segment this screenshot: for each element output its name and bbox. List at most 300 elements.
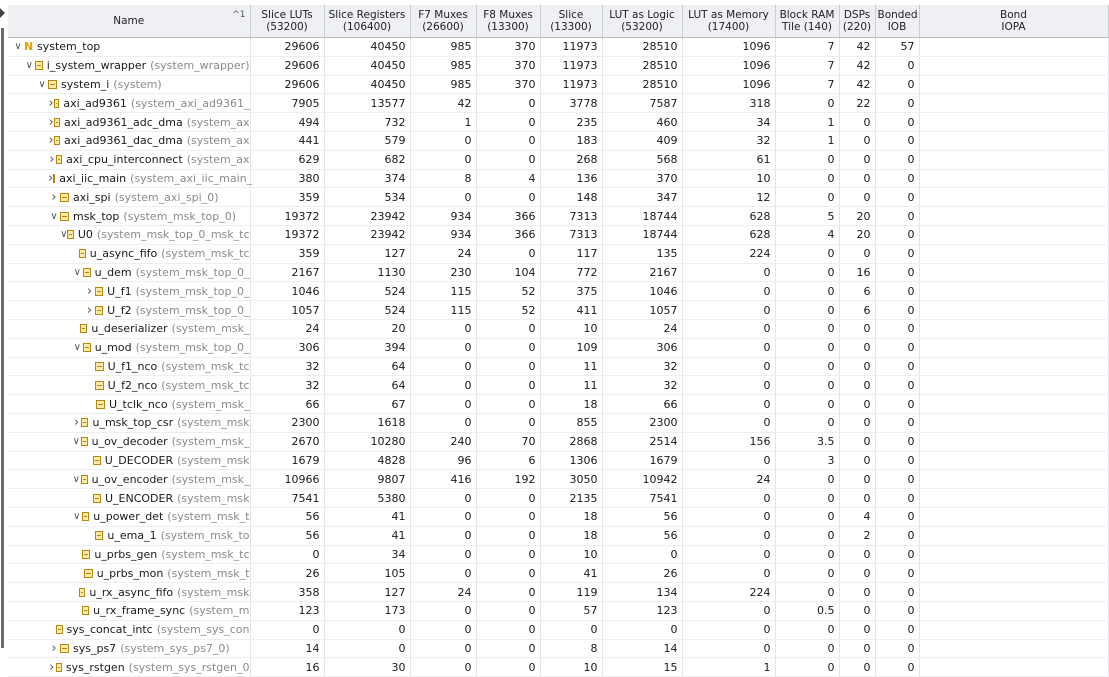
table-row[interactable] xyxy=(8,225,1108,244)
value-cell-1: 29606 xyxy=(250,38,324,57)
instance-name: u_async_fifo xyxy=(89,247,158,261)
collapse-chevron-icon[interactable]: ∨ xyxy=(72,436,80,448)
module-name: (system_msk_top_0_msk_tc xyxy=(96,228,250,242)
collapse-chevron-icon[interactable]: ∨ xyxy=(73,266,81,278)
expand-chevron-icon[interactable]: › xyxy=(86,302,93,318)
value-cell-3: 240 xyxy=(410,432,476,451)
value-cell-5: 268 xyxy=(540,150,602,169)
expand-chevron-icon[interactable]: › xyxy=(73,415,80,431)
value-cell-9: 0 xyxy=(839,432,875,451)
value-cell-4: 0 xyxy=(476,526,540,545)
value-cell-2: 20 xyxy=(324,319,410,338)
sort-ascending-icon[interactable]: ^1 xyxy=(232,10,246,20)
value-cell-9: 0 xyxy=(839,113,875,132)
value-cell-4: 0 xyxy=(476,639,540,658)
hierarchical-cell-icon xyxy=(95,531,103,540)
value-cell-7: 0 xyxy=(682,620,775,639)
value-cell-1: 1679 xyxy=(250,451,324,470)
module-name: (system_wrapper) xyxy=(150,59,250,73)
value-cell-11 xyxy=(919,188,1108,207)
table-row[interactable] xyxy=(8,376,1108,395)
table-row[interactable] xyxy=(8,244,1108,263)
value-cell-3: 0 xyxy=(410,601,476,620)
value-cell-2: 10280 xyxy=(324,432,410,451)
value-cell-1: 7905 xyxy=(250,94,324,113)
value-cell-10: 0 xyxy=(875,526,919,545)
hierarchy-name-cell[interactable] xyxy=(8,564,250,583)
instance-name: system_i xyxy=(61,77,110,91)
value-cell-10: 0 xyxy=(875,319,919,338)
hierarchy-name-cell[interactable] xyxy=(8,489,250,508)
table-row[interactable] xyxy=(8,545,1108,564)
table-row[interactable] xyxy=(8,357,1108,376)
value-cell-1: 494 xyxy=(250,113,324,132)
value-cell-11 xyxy=(919,564,1108,583)
utilization-hierarchy-table xyxy=(8,5,1027,675)
value-cell-1: 380 xyxy=(250,169,324,188)
value-cell-8: 0 xyxy=(775,150,839,169)
value-cell-8: 1 xyxy=(775,131,839,150)
value-cell-10: 0 xyxy=(875,282,919,301)
instance-name: U_f1 xyxy=(107,284,132,298)
value-cell-1: 32 xyxy=(250,376,324,395)
value-cell-1: 29606 xyxy=(250,56,324,75)
value-cell-4: 0 xyxy=(476,601,540,620)
value-cell-10: 0 xyxy=(875,225,919,244)
hierarchy-name-cell[interactable] xyxy=(8,263,250,282)
hierarchy-name-cell[interactable] xyxy=(8,207,250,226)
value-cell-1: 56 xyxy=(250,526,324,545)
table-row[interactable] xyxy=(8,301,1108,320)
value-cell-3: 0 xyxy=(410,413,476,432)
value-cell-1: 359 xyxy=(250,188,324,207)
hierarchy-name-cell[interactable] xyxy=(8,470,250,489)
value-cell-6: 568 xyxy=(602,150,682,169)
column-header-10[interactable] xyxy=(875,5,919,38)
value-cell-5: 10 xyxy=(540,658,602,677)
value-cell-2: 127 xyxy=(324,583,410,602)
module-name: (system_msk xyxy=(177,491,250,505)
value-cell-4: 6 xyxy=(476,451,540,470)
value-cell-11 xyxy=(919,207,1108,226)
hierarchical-cell-icon xyxy=(82,606,90,615)
column-header-0[interactable] xyxy=(8,5,250,38)
value-cell-7: 0 xyxy=(682,357,775,376)
table-row[interactable] xyxy=(8,113,1108,132)
table-row[interactable] xyxy=(8,38,1108,57)
value-cell-7: 0 xyxy=(682,545,775,564)
table-row[interactable] xyxy=(8,169,1108,188)
hierarchy-name-cell[interactable] xyxy=(8,56,250,75)
collapse-chevron-icon[interactable]: ∨ xyxy=(72,473,80,485)
table-row[interactable] xyxy=(8,319,1108,338)
value-cell-6: 2300 xyxy=(602,413,682,432)
hierarchical-cell-icon xyxy=(96,400,105,409)
column-header-capacity: IOPA xyxy=(1001,21,1026,33)
hierarchy-name-cell[interactable] xyxy=(8,376,250,395)
table-row[interactable] xyxy=(8,131,1108,150)
value-cell-3: 0 xyxy=(410,376,476,395)
instance-name: u_deserializer xyxy=(91,322,168,336)
value-cell-8: 0 xyxy=(775,507,839,526)
instance-name: u_msk_top_csr xyxy=(92,416,174,430)
value-cell-1: 359 xyxy=(250,244,324,263)
module-name: (system_msk_top_0) xyxy=(123,209,237,223)
value-cell-10: 0 xyxy=(875,413,919,432)
hierarchical-cell-icon xyxy=(79,588,85,597)
value-cell-10: 0 xyxy=(875,601,919,620)
hierarchy-name-cell[interactable] xyxy=(8,282,250,301)
value-cell-3: 985 xyxy=(410,75,476,94)
value-cell-3: 985 xyxy=(410,56,476,75)
value-cell-6: 28510 xyxy=(602,38,682,57)
value-cell-2: 127 xyxy=(324,244,410,263)
expand-chevron-icon[interactable]: › xyxy=(48,133,54,149)
value-cell-4: 0 xyxy=(476,357,540,376)
value-cell-6: 1679 xyxy=(602,451,682,470)
value-cell-6: 409 xyxy=(602,131,682,150)
value-cell-4: 0 xyxy=(476,564,540,583)
value-cell-6: 2167 xyxy=(602,263,682,282)
module-name: (system_msk_ xyxy=(171,397,250,411)
value-cell-11 xyxy=(919,526,1108,545)
hierarchical-cell-icon xyxy=(95,287,103,296)
value-cell-9: 0 xyxy=(839,376,875,395)
expand-chevron-icon[interactable]: › xyxy=(48,170,54,186)
hierarchy-name-cell[interactable] xyxy=(8,225,250,244)
value-cell-6: 460 xyxy=(602,113,682,132)
value-cell-6: 14 xyxy=(602,639,682,658)
value-cell-9: 0 xyxy=(839,357,875,376)
instance-name: axi_ad9361 xyxy=(63,96,127,110)
hierarchy-name-cell[interactable] xyxy=(8,319,250,338)
table-row[interactable] xyxy=(8,526,1108,545)
column-header-label: Block RAM xyxy=(779,9,835,21)
table-row[interactable] xyxy=(8,207,1108,226)
module-name: (system_msk_tc xyxy=(161,359,250,373)
value-cell-7: 34 xyxy=(682,113,775,132)
column-header-label: F8 Muxes xyxy=(483,9,533,21)
hierarchy-name-cell[interactable] xyxy=(8,432,250,451)
hierarchy-name-cell[interactable] xyxy=(8,169,253,188)
value-cell-5: 11973 xyxy=(540,56,602,75)
value-cell-7: 0 xyxy=(682,526,775,545)
instance-name: u_rx_frame_sync xyxy=(93,604,186,618)
value-cell-8: 0 xyxy=(775,658,839,677)
value-cell-10: 0 xyxy=(875,94,919,113)
module-name: (system_axi_iic_main_ xyxy=(130,171,253,185)
value-cell-8: 0 xyxy=(775,357,839,376)
value-cell-8: 0 xyxy=(775,188,839,207)
module-name: (system_msk_tc xyxy=(161,378,250,392)
instance-name: u_prbs_mon xyxy=(96,566,164,580)
expand-chevron-icon[interactable]: › xyxy=(51,189,57,205)
value-cell-8: 0 xyxy=(775,545,839,564)
column-header-label: Bonded xyxy=(877,9,918,21)
value-cell-11 xyxy=(919,225,1108,244)
instance-name: msk_top xyxy=(73,209,120,223)
module-name: (system_msk_ xyxy=(171,435,250,449)
value-cell-5: 855 xyxy=(540,413,602,432)
table-row[interactable] xyxy=(8,395,1108,414)
value-cell-4: 366 xyxy=(476,225,540,244)
hierarchy-name-cell[interactable] xyxy=(8,601,250,620)
instance-name: u_dem xyxy=(94,265,132,279)
value-cell-8: 0 xyxy=(775,639,839,658)
value-cell-3: 0 xyxy=(410,545,476,564)
column-header-9[interactable] xyxy=(839,5,875,38)
table-row[interactable] xyxy=(8,338,1108,357)
value-cell-8: 3.5 xyxy=(775,432,839,451)
value-cell-1: 26 xyxy=(250,564,324,583)
hierarchy-name-cell[interactable] xyxy=(8,583,250,602)
value-cell-4: 0 xyxy=(476,319,540,338)
value-cell-5: 7313 xyxy=(540,225,602,244)
value-cell-11 xyxy=(919,432,1108,451)
table-row[interactable] xyxy=(8,75,1108,94)
value-cell-11 xyxy=(919,113,1108,132)
value-cell-8: 0 xyxy=(775,94,839,113)
hierarchy-name-cell[interactable] xyxy=(8,38,250,57)
value-cell-2: 40450 xyxy=(324,75,410,94)
expand-chevron-icon[interactable]: › xyxy=(49,152,55,168)
hierarchy-name-cell[interactable] xyxy=(8,545,250,564)
value-cell-5: 11973 xyxy=(540,38,602,57)
value-cell-11 xyxy=(919,169,1108,188)
table-row[interactable] xyxy=(8,507,1108,526)
value-cell-6: 18744 xyxy=(602,207,682,226)
value-cell-10: 0 xyxy=(875,263,919,282)
value-cell-6: 66 xyxy=(602,395,682,414)
value-cell-2: 13577 xyxy=(324,94,410,113)
value-cell-2: 5380 xyxy=(324,489,410,508)
hierarchy-name-cell[interactable] xyxy=(8,507,250,526)
value-cell-1: 56 xyxy=(250,507,324,526)
value-cell-1: 10966 xyxy=(250,470,324,489)
value-cell-8: 0 xyxy=(775,395,839,414)
column-header-8[interactable] xyxy=(775,5,839,38)
value-cell-9: 0 xyxy=(839,639,875,658)
value-cell-5: 10 xyxy=(540,319,602,338)
column-header-label: Slice LUTs xyxy=(261,9,313,21)
column-header-7[interactable] xyxy=(682,5,775,38)
value-cell-6: 32 xyxy=(602,376,682,395)
value-cell-4: 0 xyxy=(476,94,540,113)
column-header-1[interactable] xyxy=(250,5,324,38)
value-cell-4: 0 xyxy=(476,489,540,508)
value-cell-2: 67 xyxy=(324,395,410,414)
column-header-6[interactable] xyxy=(602,5,682,38)
hierarchy-name-cell[interactable] xyxy=(8,301,250,320)
value-cell-1: 19372 xyxy=(250,207,324,226)
collapse-chevron-icon[interactable]: ∨ xyxy=(50,210,58,222)
column-header-11[interactable] xyxy=(919,5,1108,38)
hierarchy-name-cell[interactable] xyxy=(8,526,250,545)
hierarchy-name-cell[interactable] xyxy=(8,131,250,150)
hierarchy-name-cell[interactable] xyxy=(8,188,250,207)
hierarchy-name-cell[interactable] xyxy=(8,620,250,639)
value-cell-2: 1130 xyxy=(324,263,410,282)
value-cell-11 xyxy=(919,263,1108,282)
instance-name: U_f1_nco xyxy=(107,359,158,373)
table-row[interactable] xyxy=(8,282,1108,301)
panel-arrow-icon[interactable] xyxy=(0,8,5,18)
hierarchy-name-cell[interactable] xyxy=(8,94,250,113)
value-cell-2: 682 xyxy=(324,150,410,169)
value-cell-2: 64 xyxy=(324,376,410,395)
value-cell-11 xyxy=(919,639,1108,658)
module-name: (system_ax xyxy=(186,134,250,148)
module-name: (system_msk_tc xyxy=(161,547,250,561)
value-cell-7: 0 xyxy=(682,564,775,583)
module-name: (system_msk_top_0_ xyxy=(135,284,250,298)
table-row[interactable] xyxy=(8,188,1108,207)
table-row[interactable] xyxy=(8,639,1108,658)
value-cell-3: 0 xyxy=(410,564,476,583)
value-cell-10: 0 xyxy=(875,507,919,526)
value-cell-4: 0 xyxy=(476,376,540,395)
table-row[interactable] xyxy=(8,470,1108,489)
table-row[interactable] xyxy=(8,451,1108,470)
hierarchy-name-cell[interactable] xyxy=(8,150,250,169)
vertical-scrollbar[interactable] xyxy=(1,28,4,648)
value-cell-4: 0 xyxy=(476,188,540,207)
value-cell-8: 0 xyxy=(775,413,839,432)
table-row[interactable] xyxy=(8,564,1108,583)
hierarchy-name-cell[interactable] xyxy=(8,395,250,414)
hierarchy-name-cell[interactable] xyxy=(8,451,250,470)
table-row[interactable] xyxy=(8,94,1108,113)
value-cell-9: 0 xyxy=(839,319,875,338)
hierarchical-cell-icon xyxy=(84,569,93,578)
value-cell-5: 41 xyxy=(540,564,602,583)
value-cell-6: 28510 xyxy=(602,56,682,75)
column-header-4[interactable] xyxy=(476,5,540,38)
expand-chevron-icon[interactable]: › xyxy=(48,95,54,111)
value-cell-2: 0 xyxy=(324,620,410,639)
table-row[interactable] xyxy=(8,601,1108,620)
table-row[interactable] xyxy=(8,56,1108,75)
value-cell-3: 0 xyxy=(410,395,476,414)
value-cell-6: 15 xyxy=(602,658,682,677)
value-cell-5: 411 xyxy=(540,301,602,320)
table-row[interactable] xyxy=(8,489,1108,508)
table-row[interactable] xyxy=(8,413,1108,432)
column-header-capacity: (53200) xyxy=(621,21,663,33)
value-cell-9: 0 xyxy=(839,244,875,263)
value-cell-6: 28510 xyxy=(602,75,682,94)
value-cell-11 xyxy=(919,282,1108,301)
collapse-chevron-icon[interactable]: ∨ xyxy=(25,60,33,72)
hierarchy-name-cell[interactable] xyxy=(8,658,250,677)
value-cell-10: 0 xyxy=(875,432,919,451)
hierarchy-name-cell[interactable] xyxy=(8,244,250,263)
value-cell-8: 0 xyxy=(775,244,839,263)
column-header-5[interactable] xyxy=(540,5,602,38)
hierarchical-cell-icon xyxy=(93,494,101,503)
hierarchy-name-cell[interactable] xyxy=(8,338,250,357)
column-header-capacity: (220) xyxy=(842,21,872,33)
collapse-chevron-icon[interactable]: ∨ xyxy=(73,511,81,523)
value-cell-4: 0 xyxy=(476,113,540,132)
value-cell-7: 0 xyxy=(682,489,775,508)
value-cell-10: 0 xyxy=(875,207,919,226)
value-cell-4: 0 xyxy=(476,150,540,169)
hierarchy-name-cell[interactable] xyxy=(8,357,250,376)
value-cell-3: 0 xyxy=(410,131,476,150)
value-cell-11 xyxy=(919,620,1108,639)
hierarchical-cell-icon xyxy=(79,249,85,258)
column-header-capacity: (13300) xyxy=(550,21,592,33)
column-header-label: Slice xyxy=(558,9,584,21)
value-cell-6: 56 xyxy=(602,526,682,545)
hierarchical-cell-icon xyxy=(93,456,100,465)
expand-chevron-icon[interactable]: › xyxy=(49,659,55,675)
expand-chevron-icon[interactable]: › xyxy=(51,640,57,656)
value-cell-4: 0 xyxy=(476,413,540,432)
hierarchical-cell-icon xyxy=(83,268,91,277)
module-name: (system_msk_top_0_ xyxy=(135,303,250,317)
hierarchical-cell-icon xyxy=(81,418,88,427)
value-cell-11 xyxy=(919,545,1108,564)
collapse-chevron-icon[interactable]: ∨ xyxy=(38,78,46,90)
value-cell-6: 370 xyxy=(602,169,682,188)
value-cell-2: 579 xyxy=(324,131,410,150)
column-header-3[interactable] xyxy=(410,5,476,38)
expand-chevron-icon[interactable]: › xyxy=(86,283,93,299)
value-cell-9: 2 xyxy=(839,526,875,545)
value-cell-5: 0 xyxy=(540,620,602,639)
table-row[interactable] xyxy=(8,263,1108,282)
column-header-2[interactable] xyxy=(324,5,410,38)
value-cell-5: 2135 xyxy=(540,489,602,508)
instance-name: u_ema_1 xyxy=(107,529,157,543)
hierarchical-cell-icon xyxy=(67,230,73,239)
table-row[interactable] xyxy=(8,583,1108,602)
collapse-chevron-icon[interactable]: ∨ xyxy=(73,342,81,354)
hierarchical-cell-icon xyxy=(53,174,55,183)
value-cell-1: 7541 xyxy=(250,489,324,508)
column-header-label: DSPs xyxy=(843,9,871,21)
value-cell-7: 318 xyxy=(682,94,775,113)
value-cell-2: 732 xyxy=(324,113,410,132)
hierarchy-name-cell[interactable] xyxy=(8,75,250,94)
value-cell-5: 10 xyxy=(540,545,602,564)
value-cell-1: 358 xyxy=(250,583,324,602)
module-name: (system_msk_ xyxy=(171,322,250,336)
value-cell-9: 0 xyxy=(839,150,875,169)
table-row[interactable] xyxy=(8,658,1108,677)
hierarchy-name-cell[interactable] xyxy=(8,413,250,432)
value-cell-7: 0 xyxy=(682,639,775,658)
value-cell-1: 0 xyxy=(250,545,324,564)
value-cell-3: 0 xyxy=(410,489,476,508)
hierarchy-name-cell[interactable] xyxy=(8,113,250,132)
table-row[interactable] xyxy=(8,150,1108,169)
table-row[interactable] xyxy=(8,620,1108,639)
table-row[interactable] xyxy=(8,432,1108,451)
value-cell-10: 0 xyxy=(875,489,919,508)
collapse-chevron-icon[interactable]: ∨ xyxy=(14,41,22,53)
hierarchy-name-cell[interactable] xyxy=(8,639,250,658)
value-cell-1: 629 xyxy=(250,150,324,169)
expand-chevron-icon[interactable]: › xyxy=(48,114,54,130)
column-header-capacity: IOB xyxy=(887,21,907,33)
value-cell-6: 24 xyxy=(602,319,682,338)
value-cell-10: 0 xyxy=(875,395,919,414)
value-cell-6: 32 xyxy=(602,357,682,376)
collapse-chevron-icon[interactable]: ∨ xyxy=(60,229,68,241)
